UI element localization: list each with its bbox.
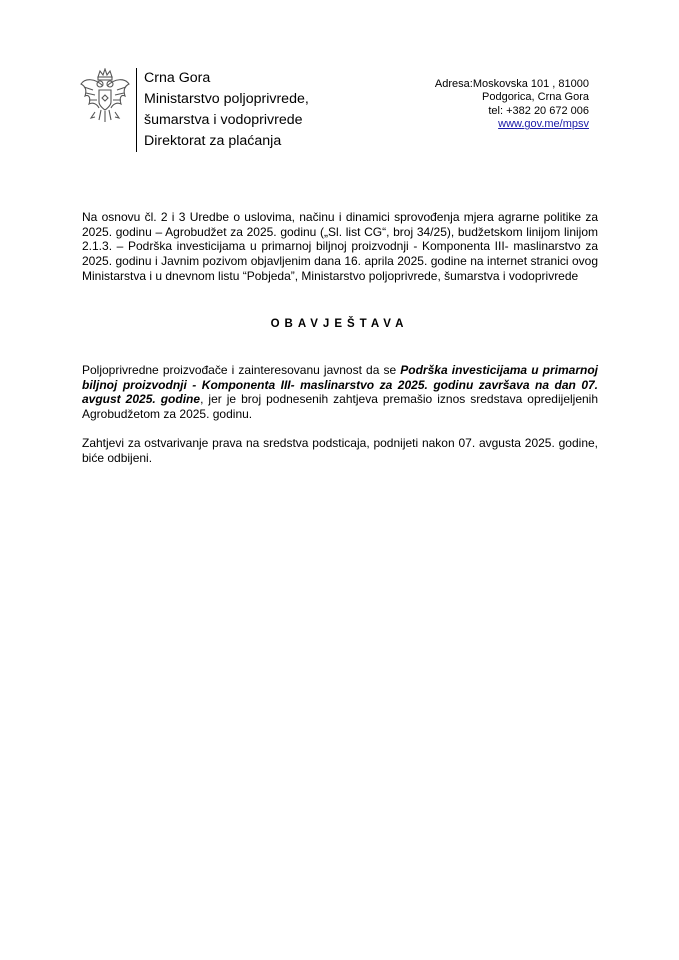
website-link[interactable]: www.gov.me/mpsv bbox=[498, 118, 589, 131]
organization-name bbox=[144, 68, 309, 152]
org-line-ministry-cont: šumarstva i vodoprivrede bbox=[144, 112, 303, 128]
notice-tail: , jer je broj podnesenih zahtjeva premašio iznos sredstava opredijeljenih Agrobudžetom za 2025. godinu. bbox=[82, 392, 599, 422]
org-line-ministry: Ministarstvo poljoprivrede, bbox=[144, 91, 309, 107]
intro-paragraph: Na osnovu čl. 2 i 3 Uredbe o uslovima, načinu i dinamici sprovođenja mjera agrarne politike za 2025. godinu – Agrobudžet za 2025. godinu („Sl. list CG“, broj 34/25), budžetskom linijom linijom 2.1.3. – Podrška investicijama u primarnoj biljnoj proizvodnji - Komponenta III- maslinarstvo za 2025. godinu i Javnim pozivom objavljenim dana 16. aprila 2025. godine na internet stranici ovog Ministarstva i u dnevnom listu “Pobjeda”, Ministarstvo poljoprivrede, šumarstva i vodoprivrede bbox=[82, 210, 598, 283]
notice-paragraph bbox=[82, 363, 598, 422]
notice-lead: Poljoprivredne proizvođače i zainteresovanu javnost da se bbox=[82, 363, 401, 377]
contact-block bbox=[435, 78, 589, 132]
montenegro-coat-of-arms-icon bbox=[79, 68, 131, 128]
phone-line: tel: +382 20 672 006 bbox=[488, 104, 589, 117]
org-line-country: Crna Gora bbox=[144, 70, 211, 86]
header-divider bbox=[136, 68, 137, 152]
notice-emphasis: Podrška investicijama u primarnoj biljnoj proizvodnji - Komponenta III- maslinarstvo za 2025. godinu završava na dan 07. avgust 2025. godine bbox=[82, 363, 598, 407]
org-line-directorate: Direktorat za plaćanja bbox=[144, 133, 282, 149]
document-title: OBAVJEŠTAVA bbox=[270, 318, 409, 330]
city-line: Podgorica, Crna Gora bbox=[482, 91, 589, 104]
closing-paragraph: Zahtjevi za ostvarivanje prava na sredstva podsticaja, podnijeti nakon 07. avgusta 2025. godine, biće odbijeni. bbox=[82, 436, 598, 465]
address-line: Adresa:Moskovska 101 , 81000 bbox=[434, 78, 589, 90]
